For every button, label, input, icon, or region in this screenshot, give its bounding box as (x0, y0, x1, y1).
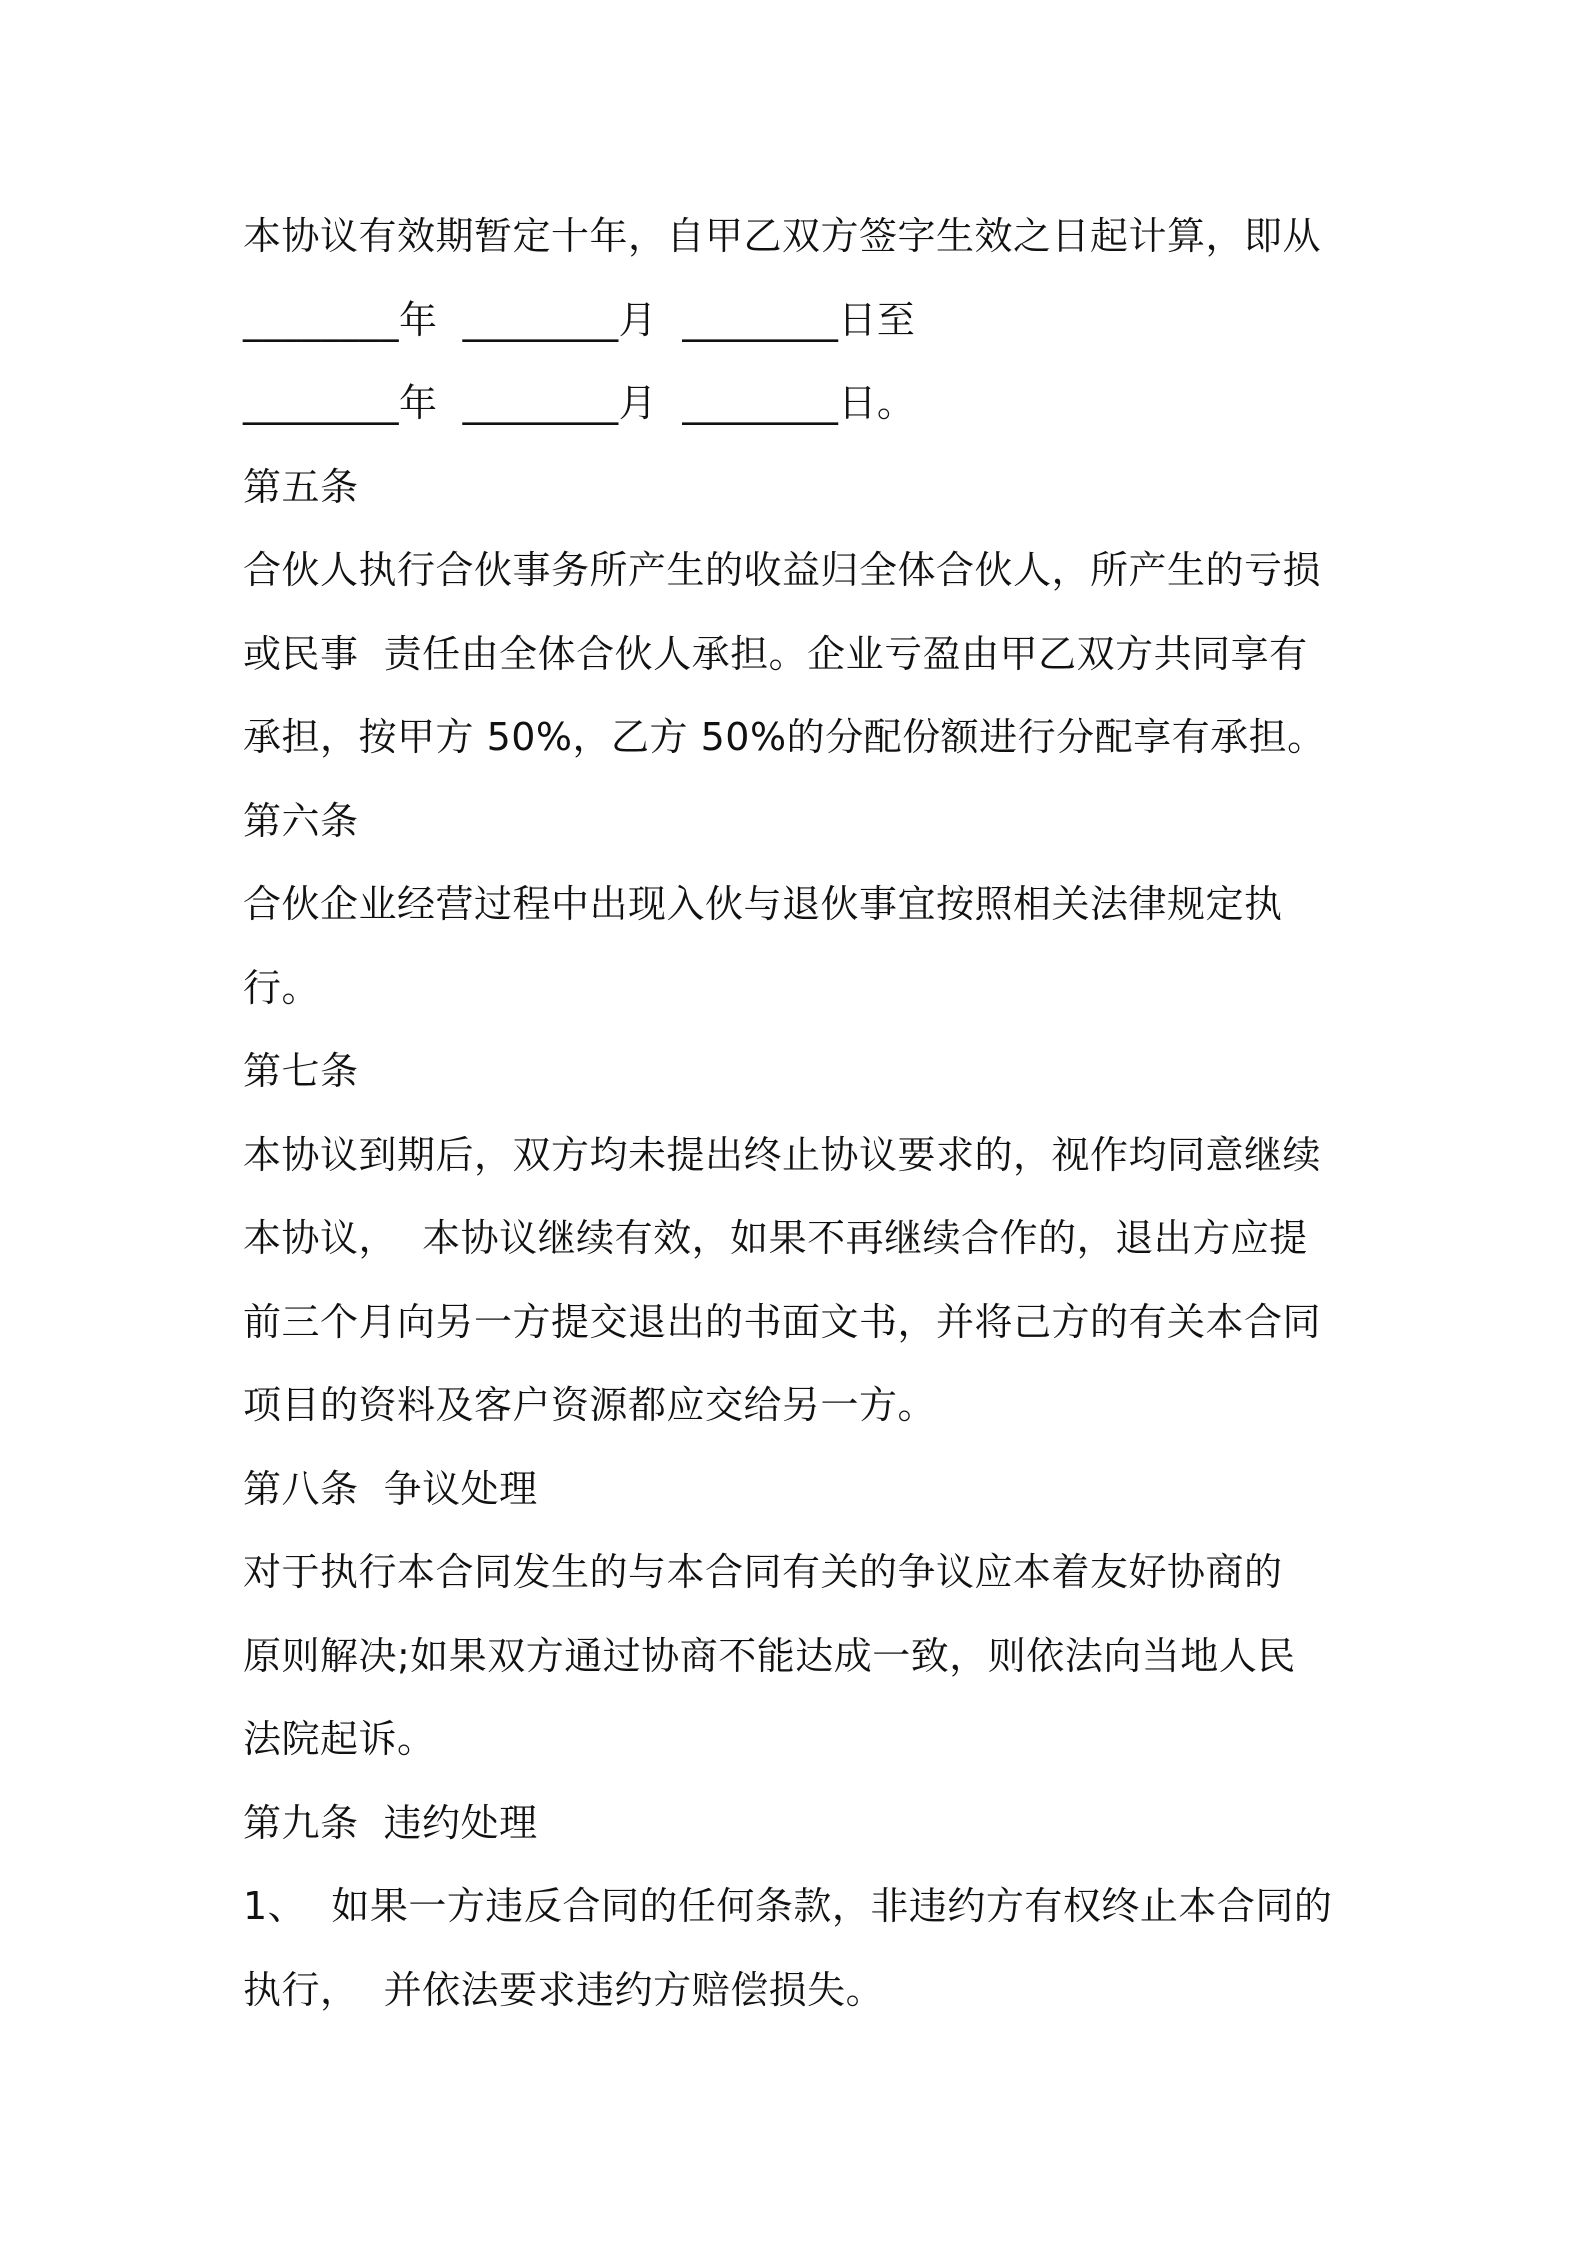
paragraph-line: 执行， 并依法要求违约方赔偿损失。 (243, 1967, 885, 2012)
paragraph-line: 原则解决;如果双方通过协商不能达成一致，则依法向当地人民 (243, 1633, 1296, 1678)
article-heading: 第七条 (243, 1049, 359, 1093)
paragraph-line: 法院起诉。 (243, 1717, 436, 1761)
article-heading: 第五条 (243, 464, 359, 509)
paragraph-line: 合伙企业经营过程中出现入伙与退伙事宜按照相关法律规定执 (243, 882, 1283, 926)
article-heading: 第九条 违约处理 (243, 1800, 538, 1845)
paragraph-line: 对于执行本合同发生的与本合同有关的争议应本着友好协商的 (243, 1550, 1283, 1594)
paragraph-line: 合伙人执行合伙事务所产生的收益归全体合伙人，所产生的亏损 (243, 548, 1322, 592)
date-blank-line: ________年 ________月 ________日。 (243, 381, 916, 425)
paragraph-line: 行。 (243, 965, 321, 1010)
paragraph-line: 或民事 责任由全体合伙人承担。企业亏盈由甲乙双方共同享有 (243, 631, 1308, 676)
paragraph-line: 本协议， 本协议继续有效，如果不再继续合作的，退出方应提 (243, 1216, 1308, 1260)
document-body (243, 195, 1363, 2032)
paragraph-line: 前三个月向另一方提交退出的书面文书，并将己方的有关本合同 (243, 1299, 1322, 1344)
paragraph-line: 项目的资料及客户资源都应交给另一方。 (243, 1383, 937, 1427)
paragraph-line: 本协议到期后，双方均未提出终止协议要求的，视作均同意继续 (243, 1132, 1322, 1177)
paragraph-line: 承担，按甲方 50%，乙方 50%的分配份额进行分配享有承担。 (243, 715, 1326, 759)
paragraph-line: 本协议有效期暂定十年，自甲乙双方签字生效之日起计算，即从 (243, 214, 1322, 258)
date-blank-line: ________年 ________月 ________日至 (243, 297, 916, 342)
article-heading: 第八条 争议处理 (243, 1466, 538, 1511)
paragraph-line: 1、 如果一方违反合同的任何条款，非违约方有权终止本合同的 (243, 1884, 1333, 1928)
article-heading: 第六条 (243, 798, 359, 843)
